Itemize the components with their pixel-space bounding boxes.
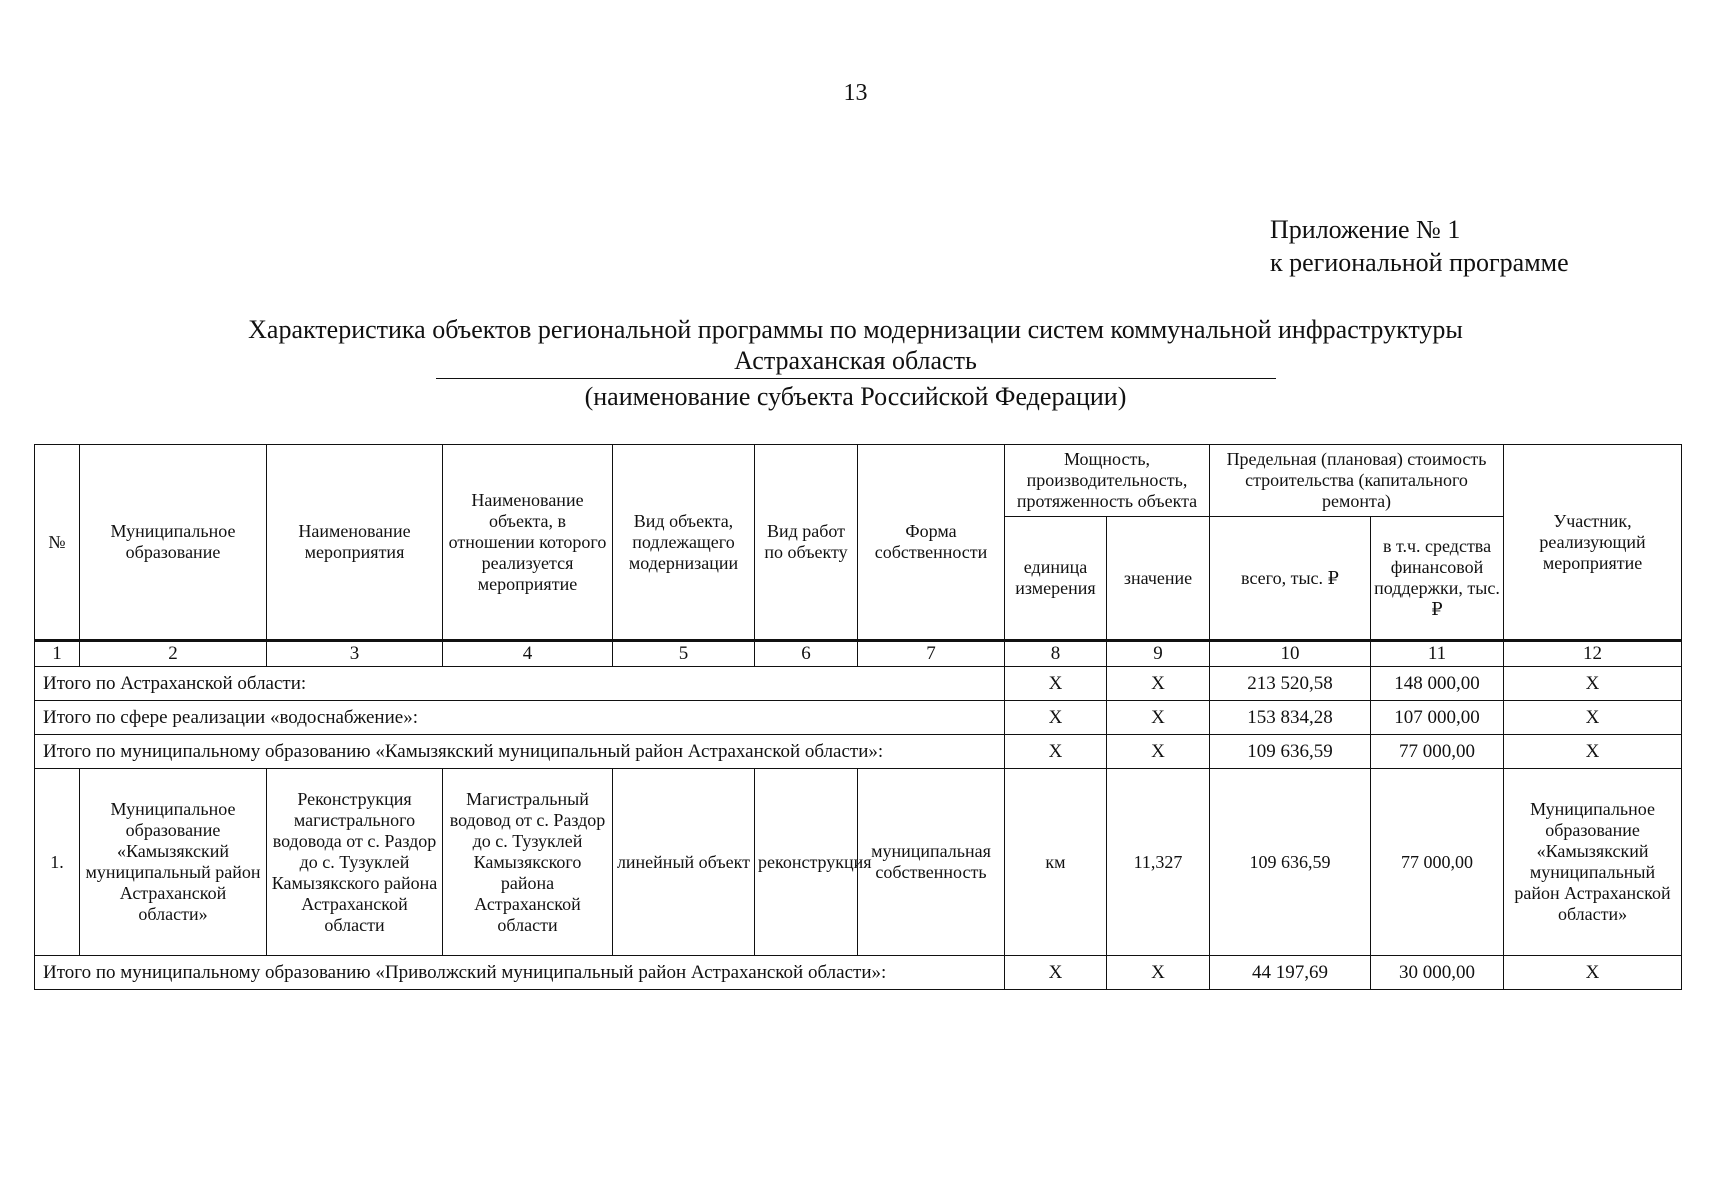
row-label: Итого по муниципальному образованию «Камызякский муниципальный район Астраханской области»: xyxy=(35,735,1005,769)
row-cost-support: 77 000,00 xyxy=(1371,735,1504,769)
appendix-line-2: к региональной программе xyxy=(1270,248,1569,277)
page-number: 13 xyxy=(843,80,868,106)
header-row-top xyxy=(35,445,1682,517)
item-object-type: линейный объект xyxy=(613,769,755,956)
objects-table xyxy=(34,444,1682,990)
item-value: 11,327 xyxy=(1107,769,1210,956)
row-value: Х xyxy=(1107,667,1210,701)
row-value: Х xyxy=(1107,956,1210,990)
item-unit: км xyxy=(1005,769,1107,956)
column-number-row xyxy=(35,641,1682,667)
item-event-name: Реконструкция магистрального водовода от с. Раздор до с. Тузуклей Камызякского района Астраханской области xyxy=(267,769,443,956)
row-participant: Х xyxy=(1504,956,1682,990)
header-cost-total: всего, тыс. ₽ xyxy=(1210,517,1371,641)
table-row-total-region xyxy=(35,667,1682,701)
column-number: 2 xyxy=(80,641,267,667)
header-cost-support: в т.ч. средства финансовой поддержки, тыс. ₽ xyxy=(1371,517,1504,641)
header-ownership: Форма собственности xyxy=(858,445,1005,641)
column-number: 3 xyxy=(267,641,443,667)
subject-name: Астраханская область xyxy=(436,346,1276,379)
header-work-type: Вид работ по объекту xyxy=(755,445,858,641)
item-work-type: реконструкция xyxy=(755,769,858,956)
table-row-total-kamyzyak xyxy=(35,735,1682,769)
row-participant: Х xyxy=(1504,701,1682,735)
document-title: Характеристика объектов региональной программы по модернизации систем коммунальной инфраструктуры xyxy=(248,315,1463,344)
header-object-type: Вид объекта, подлежащего модернизации xyxy=(613,445,755,641)
column-number: 9 xyxy=(1107,641,1210,667)
item-municipality: Муниципальное образование «Камызякский муниципальный район Астраханской области» xyxy=(80,769,267,956)
column-number: 12 xyxy=(1504,641,1682,667)
column-number: 1 xyxy=(35,641,80,667)
subject-caption: (наименование субъекта Российской Федерации) xyxy=(584,382,1127,411)
header-municipality: Муниципальное образование xyxy=(80,445,267,641)
row-unit: Х xyxy=(1005,956,1107,990)
row-participant: Х xyxy=(1504,667,1682,701)
column-number: 6 xyxy=(755,641,858,667)
item-num: 1. xyxy=(35,769,80,956)
row-value: Х xyxy=(1107,735,1210,769)
row-cost-total: 213 520,58 xyxy=(1210,667,1371,701)
row-cost-total: 109 636,59 xyxy=(1210,735,1371,769)
appendix-line-1: Приложение № 1 xyxy=(1270,215,1461,244)
header-event-name: Наименование мероприятия xyxy=(267,445,443,641)
item-cost-total: 109 636,59 xyxy=(1210,769,1371,956)
table-row-total-water xyxy=(35,701,1682,735)
row-cost-total: 153 834,28 xyxy=(1210,701,1371,735)
row-unit: Х xyxy=(1005,667,1107,701)
column-number: 10 xyxy=(1210,641,1371,667)
column-number: 11 xyxy=(1371,641,1504,667)
item-participant: Муниципальное образование «Камызякский муниципальный район Астраханской области» xyxy=(1504,769,1682,956)
row-cost-total: 44 197,69 xyxy=(1210,956,1371,990)
header-cost-group: Предельная (плановая) стоимость строительства (капитального ремонта) xyxy=(1210,445,1504,517)
header-num: № xyxy=(35,445,80,641)
item-cost-support: 77 000,00 xyxy=(1371,769,1504,956)
item-ownership: муниципальная собственность xyxy=(858,769,1005,956)
row-participant: Х xyxy=(1504,735,1682,769)
column-number: 7 xyxy=(858,641,1005,667)
row-unit: Х xyxy=(1005,701,1107,735)
row-cost-support: 148 000,00 xyxy=(1371,667,1504,701)
header-value: значение xyxy=(1107,517,1210,641)
table-row-item-1 xyxy=(35,769,1682,956)
item-object-name: Магистральный водовод от с. Раздор до с. Тузуклей Камызякского района Астраханской области xyxy=(443,769,613,956)
row-label: Итого по Астраханской области: xyxy=(35,667,1005,701)
column-number: 8 xyxy=(1005,641,1107,667)
row-cost-support: 30 000,00 xyxy=(1371,956,1504,990)
appendix-note xyxy=(1270,213,1569,279)
header-participant: Участник, реализующий мероприятие xyxy=(1504,445,1682,641)
column-number: 5 xyxy=(613,641,755,667)
title-block xyxy=(0,313,1711,415)
row-label: Итого по муниципальному образованию «Приволжский муниципальный район Астраханской области»: xyxy=(35,956,1005,990)
row-unit: Х xyxy=(1005,735,1107,769)
subject-wrap xyxy=(0,346,1711,379)
row-label: Итого по сфере реализации «водоснабжение»: xyxy=(35,701,1005,735)
row-cost-support: 107 000,00 xyxy=(1371,701,1504,735)
column-number: 4 xyxy=(443,641,613,667)
table-row-total-privolzhsky xyxy=(35,956,1682,990)
header-object-name: Наименование объекта, в отношении которого реализуется мероприятие xyxy=(443,445,613,641)
header-capacity-group: Мощность, производительность, протяженность объекта xyxy=(1005,445,1210,517)
row-value: Х xyxy=(1107,701,1210,735)
header-unit: единица измерения xyxy=(1005,517,1107,641)
